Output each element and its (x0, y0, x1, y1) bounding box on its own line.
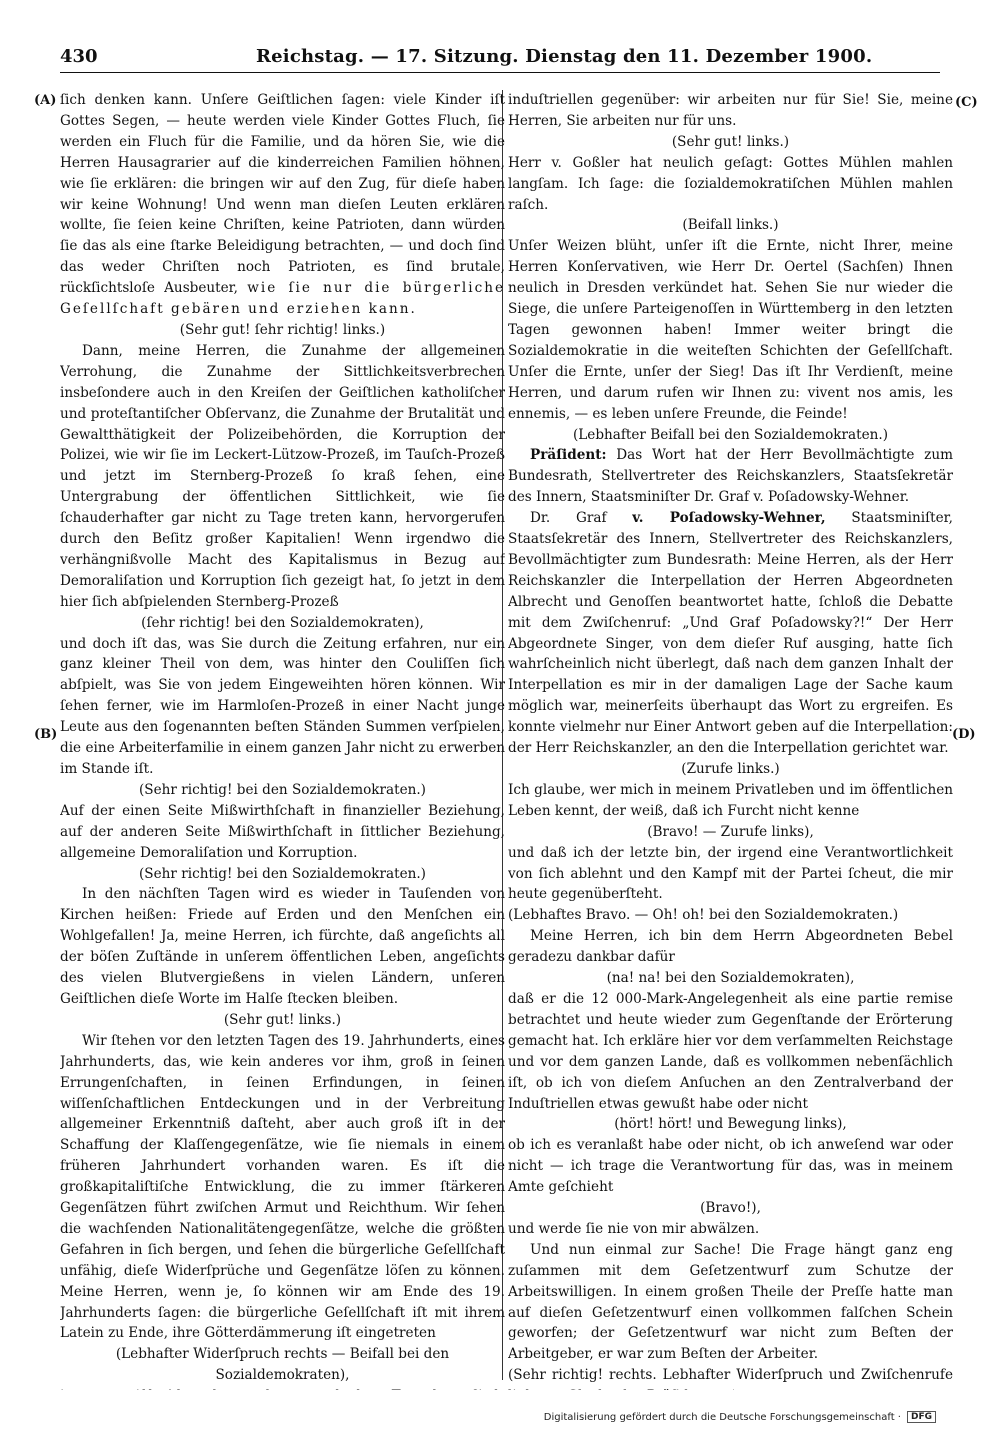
paragraph: Auf der einen Seite Mißwirthſchaft in finanzieller Beziehung, auf der anderen Seite Mißwirthſchaft in ſittlicher Beziehung, allgemeine Demoraliſation und Korruption. (60, 802, 505, 861)
margin-marker-b: (B) (34, 727, 58, 742)
interjection: (Sehr richtig! bei den Sozialdemokraten.) (139, 865, 426, 882)
interjection: (ſehr richtig! bei den Sozialdemokraten), (141, 614, 424, 631)
paragraph: und doch iſt das, was Sie durch die Zeitung erfahren, nur ein ganz kleiner Theil von dem, was hinter den Couliſſen ſich abſpielt, was Sie von jedem Eingeweihten hören können. Wir ſehen ferner, wie im Harmloſen-Prozeß in einer Nacht junge Leute aus den ſogenannten beſten Ständen Summen verſpielen, die eine Arbeiterfamilie in einem ganzen Jahr nicht zu erwerben im Stande iſt. (60, 635, 505, 777)
digitization-credit (544, 1411, 936, 1423)
margin-marker-c: (C) (955, 95, 978, 110)
interjection: (Lebhafter Beifall bei den Sozialdemokraten.) (572, 426, 889, 443)
dfg-logo: DFG (907, 1411, 936, 1423)
paragraph: Dr. Graf v. Poſadowsky-Wehner, Staatsminiſter, Staatsſekretär des Innern, Stellvertreter des Reichskanzlers, Bevollmächtigter zum Bundesrath: Meine Herren, als der Herr Reichskanzler die Interpellation der Herren Abgeordneten Albrecht und Genoſſen beantwortet hatte, ſchloß die Debatte mit dem Zwiſchenruf: „Und Graf Poſadowsky?!“ Der Herr Abgeordnete Singer, von dem dieſer Ruf ausging, hatte ſich wahrſcheinlich nicht überlegt, daß nach dem ganzen Inhalt der Interpellation es mir in der damaligen Lage der Sache kaum möglich war, meinerſeits überhaupt das Wort zu ergreifen. Es konnte vielmehr nur Einer Antwort geben auf die Interpellation: der Herr Reichskanzler, an den die Interpellation gerichtet war. (508, 510, 953, 757)
interjection: (na! na! bei den Sozialdemokraten), (606, 970, 855, 987)
paragraph: In den nächſten Tagen wird es wieder in Tauſenden von Kirchen heißen: Friede auf Erden und den Menſchen ein Wohlgefallen! Ja, meine Herren, ich fürchte, daß angeſichts all der böſen Zuſtände in unſerem öffentlichen Leben, angeſichts des vielen Blutvergießens in vielen Ländern, unſeren Geiſtlichen dieſe Worte im Halſe ſtecken bleiben. (60, 886, 505, 1007)
interjection: (Sehr richtig! rechts. Lebhafter Widerſpruch und Zwiſchenrufe (508, 1367, 953, 1384)
emphasized-text: wie ſie nur die bürgerliche Geſellſchaft gebären und erziehen kann. (60, 280, 505, 318)
interjection: (Sehr gut! ſehr richtig! links.) (179, 321, 386, 338)
paragraph: Dann, meine Herren, die Zunahme der allgemeinen Verrohung, die Zunahme der Sittlichkeitsverbrechen insbeſondere auch in den Kreiſen der Geiſtlichen katholiſcher und proteſtantiſcher Obſervanz, die Zunahme der Brutalität und Gewaltthätigkeit der Polizeibehörden, die Korruption der Polizei, wie wir ſie im Leckert-Lützow-Prozeß, im Tauſch-Prozeß und jetzt im Sternberg-Prozeß ſo kraß ſehen, eine Untergrabung der öffentlichen Sittlichkeit, wie ſie ſchauderhafter gar nicht zu Tage treten kann, hervorgerufen durch den Beſitz großer Kapitalien! Wenn irgendwo die verhängnißvolle Macht des Kapitalismus in Bezug auf Demoraliſation und Korruption ſich gezeigt hat, ſo jetzt in dem hier ſich abſpielenden Sternberg-Prozeß (60, 342, 505, 610)
speaker-label: Präſident: (530, 447, 607, 464)
paragraph: ſich denken kann. Unſere Geiſtlichen ſagen: viele Kinder iſt Gottes Segen, — heute werden viele Kinder Gottes Fluch, ſie werden ein Fluch für die Familie, und da hören Sie, wie die Herren Hausagrarier auf die kinderreichen Familien höhnen, wie ſie erklären: die bringen wir auf den Zug, für dieſe haben wir keine Wohnung! Und wenn man dieſen Leuten erklären wollte, ſie ſeien keine Chriſten, keine Patrioten, dann würden ſie das als eine ſtarke Beleidigung betrachten, — und doch ſind das weder Chriſten noch Patrioten, es ſind brutale, rückſichtsloſe Ausbeuter, wie ſie nur die bürgerliche Geſellſchaft gebären und erziehen kann. (60, 92, 505, 318)
margin-marker-d: (D) (952, 727, 976, 742)
margin-marker-a: (A) (34, 93, 57, 108)
running-title: Reichstag. — 17. Sitzung. Dienstag den 11. Dezember 1900. (256, 46, 873, 67)
interjection: (Beifall links.) (682, 217, 779, 234)
paragraph: ob ich es veranlaßt habe oder nicht, ob ich anweſend war oder nicht — ich trage die Verantwortung für das, was in meinem Amte geſchieht (508, 1137, 953, 1196)
interjection: (Lebhafter Widerſpruch rechts — Beifall bei den Sozialdemokraten), (115, 1346, 450, 1384)
credit-text: Digitalisierung gefördert durch die Deutsche Forschungsgemeinschaft · (543, 1411, 901, 1423)
paragraph: Herr v. Goßler hat neulich geſagt: Gottes Mühlen mahlen langſam. Ich ſage: die ſozialdemokratiſchen Mühlen mahlen raſch. (508, 154, 953, 213)
paragraph: induſtriellen gegenüber: wir arbeiten nur für Sie! Sie, meine Herren, Sie arbeiten nur für uns. (508, 92, 953, 129)
page-number: 430 (60, 46, 98, 67)
page-header (60, 42, 940, 73)
interjection: (Bravo!), (700, 1200, 761, 1217)
paragraph: daß er die 12 000-Mark-Angelegenheit als eine partie remise betrachtet und heute wieder zum Gegenſtande der Erörterung gemacht hat. Ich erkläre hier vor dem verſammelten Reichstage und vor dem ganzen Lande, daß es vollkommen nebenſächlich iſt, ob ich von dieſem Anſuchen an den Zentralverband der Induſtriellen etwas gewußt habe oder nicht (508, 990, 953, 1112)
paragraph: Wir ſtehen vor den letzten Tagen des 19. Jahrhunderts, eines Jahrhunderts, das, wie kein anderes vor ihm, groß in ſeinen Errungenſchaften, in ſeinen Erfindungen, in ſeinen wiſſenſchaftlichen Entdeckungen und in der Verbreitung allgemeiner Erkenntniß daſteht, aber auch groß iſt in der Schaffung der Klaſſengegenſätze, wie ſie niemals in einem früheren Jahrhundert vorhanden waren. Es iſt die großkapitaliſtiſche Entwicklung, die zu immer ſtärkeren Gegenſätzen führt zwiſchen Armut und Reichthum. Wir ſehen die wachſenden Nationalitätengegenſätze, welche die größten Gefahren in ſich bergen, und ſehen die bürgerliche Geſellſchaft unfähig, dieſe Widerſprüche und Gegenſätze löſen zu können. Meine Herren, wenn je, ſo können wir am Ende des 19. Jahrhunderts ſagen: die bürgerliche Geſellſchaft iſt mit ihrem Latein zu Ende, ihre Götterdämmerung iſt eingetreten (60, 1032, 505, 1342)
right-column (508, 90, 953, 1390)
paragraph: und werde ſie nie von mir abwälzen. (508, 1220, 760, 1237)
paragraph (60, 1386, 505, 1390)
interjection: (Bravo! — Zurufe links), (647, 823, 814, 840)
interjection: (Sehr gut! links.) (671, 133, 790, 150)
paragraph: Präſident: Das Wort hat der Herr Bevollmächtigte zum Bundesrath, Stellvertreter des Reichskanzlers, Staatsſekretär des Innern, Staatsminiſter Dr. Graf v. Poſadowsky-Wehner. (508, 447, 953, 506)
left-column (60, 90, 505, 1390)
paragraph: und daß ich der letzte bin, der irgend eine Verantwortlichkeit von ſich ablehnt und den Kampf mit der Partei ſcheut, die mir heute gegenüberſteht. (508, 844, 953, 903)
interjection: (Lebhaftes Bravo. — Oh! oh! bei den Sozialdemokraten.) (508, 907, 899, 924)
interjection: (Zurufe links.) (681, 761, 780, 777)
interjection: (Sehr gut! links.) (223, 1011, 342, 1028)
paragraph: Meine Herren, ich bin dem Herrn Abgeordneten Bebel geradezu dankbar dafür (508, 928, 953, 966)
paragraph: Ich glaube, wer mich in meinem Privatleben und im öffentlichen Leben kennt, der weiß, daß ich Furcht nicht kenne (508, 781, 953, 819)
paragraph: Unſer Weizen blüht, unſer iſt die Ernte, nicht Ihrer, meine Herren Konſervativen, wie Herr Dr. Oertel (Sachſen) Ihnen neulich in Dresden verkündet hat. Sehen Sie nur wieder die Siege, die unſere Parteigenoſſen in Württemberg in den letzten Tagen gewonnen haben! Immer weiter bringt die Sozialdemokratie in die weiteſten Schichten der Geſellſchaft. Unſer die Ernte, unſer der Sieg! Das iſt Ihr Verdienſt, meine Herren, und darum rufen wir Ihnen zu: vivent nos amis, les ennemis, — es leben unſere Freunde, die Feinde! (508, 238, 953, 422)
interjection: (Sehr richtig! bei den Sozialdemokraten.) (139, 781, 426, 798)
speaker-name: v. Poſadowsky-Wehner, (632, 510, 826, 527)
interjection: (hört! hört! und Bewegung links), (614, 1116, 847, 1133)
paragraph: Und nun einmal zur Sache! Die Frage hängt ganz eng zuſammen mit dem Geſetzentwurf zum Schutze der Arbeitswilligen. In einem großen Theile der Preſſe hatte man auf dieſen Geſetzentwurf einen vollkommen falſchen Schein geworfen; der Geſetzentwurf war nicht zum Beſten der Arbeitgeber, er war zum Beſten der Arbeiter. (508, 1241, 953, 1363)
